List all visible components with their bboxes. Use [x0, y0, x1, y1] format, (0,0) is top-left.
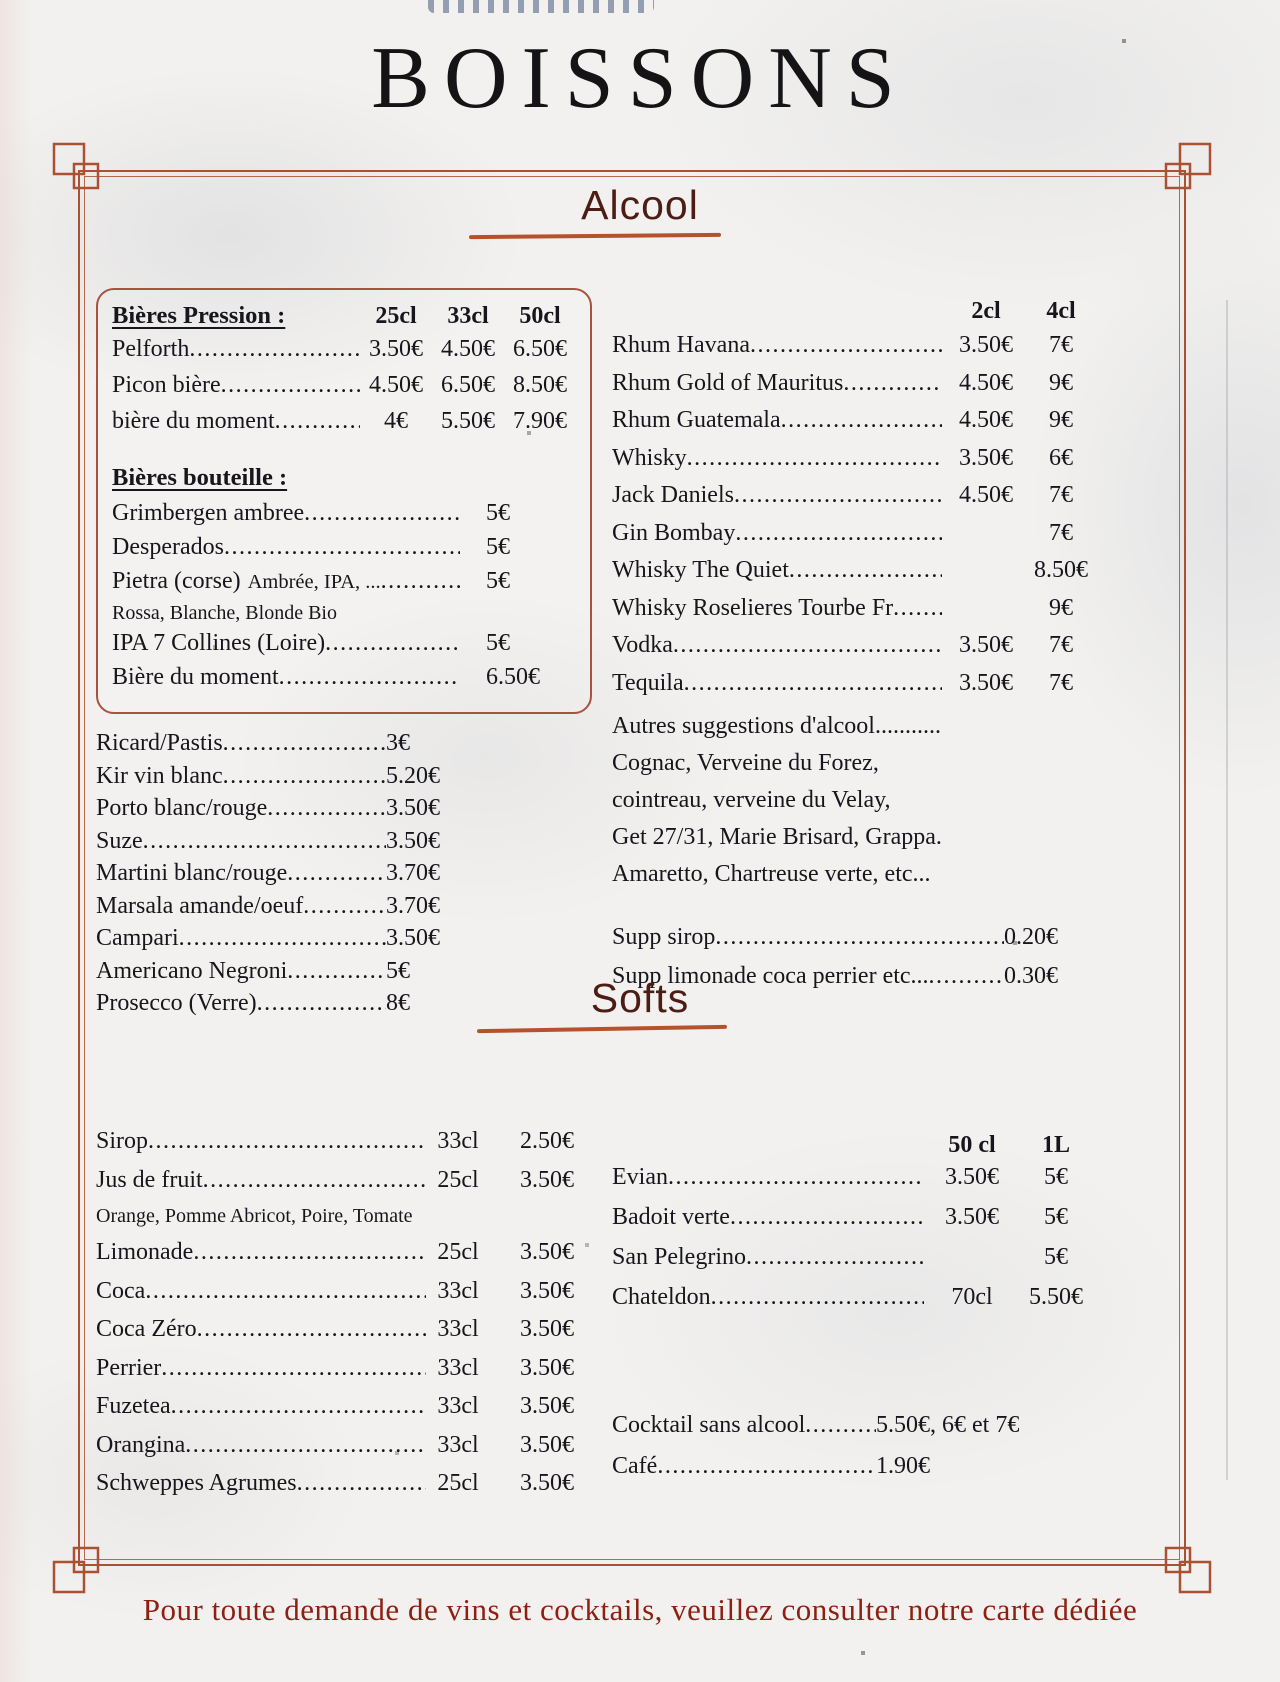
- item-size: 33cl: [437, 1128, 479, 1154]
- greek-key-corner-icon: [1148, 1530, 1218, 1600]
- section-heading-alcool: [0, 182, 1280, 238]
- dotted-leader: [730, 1204, 924, 1231]
- dotted-leader: [297, 1470, 426, 1497]
- waters-list: [612, 1164, 1092, 1324]
- dotted-leader: [657, 1453, 876, 1480]
- dotted-leader: [735, 520, 942, 547]
- menu-item-row: [96, 763, 468, 796]
- dotted-leader: [161, 1355, 426, 1382]
- menu-item-row: [612, 595, 1092, 633]
- item-name: Pelforth: [112, 336, 190, 362]
- item-price: 3.50€: [520, 1316, 574, 1342]
- item-name: Orangina: [96, 1431, 186, 1458]
- item-price: 3€: [386, 730, 410, 756]
- item-size: 33cl: [437, 1431, 479, 1458]
- dotted-leader: [148, 1128, 426, 1155]
- dotted-leader: [279, 664, 460, 691]
- dotted-leader: [287, 860, 386, 887]
- item-name: Perrier: [96, 1354, 162, 1381]
- item-price: 9€: [1049, 407, 1073, 433]
- binding-comb: [428, 0, 654, 13]
- item-price: 6.50€: [486, 664, 540, 690]
- item-price: 3.50€: [369, 336, 423, 362]
- item-price: 4.50€: [959, 482, 1013, 508]
- item-name: Rhum Havana: [612, 332, 750, 358]
- dotted-leader: [203, 1167, 426, 1194]
- item-name: Whisky: [612, 444, 687, 471]
- dotted-leader: [381, 568, 460, 595]
- item-price: 7€: [1049, 482, 1073, 508]
- dotted-leader: [843, 370, 942, 397]
- item-price: 3.50€: [520, 1354, 574, 1381]
- item-price: 5.50€: [441, 408, 495, 434]
- item-name: Fuzetea: [96, 1393, 171, 1419]
- item-note: Orange, Pomme Abricot, Poire, Tomate: [96, 1205, 413, 1227]
- softs-left-column: [96, 1128, 574, 1509]
- menu-item-row: [112, 630, 576, 664]
- item-price: 3.50€: [520, 1166, 574, 1193]
- item-price: 7€: [1049, 519, 1073, 546]
- dotted-leader: [145, 1278, 426, 1305]
- item-name: Whisky The Quiet: [612, 557, 789, 583]
- menu-item-row: [96, 1470, 574, 1509]
- section-heading-label: Alcool: [581, 182, 699, 228]
- item-name: Grimbergen ambree: [112, 500, 305, 526]
- page-title: BOISSONS: [371, 30, 909, 127]
- dotted-leader: [303, 893, 386, 920]
- menu-item-row: [112, 500, 576, 534]
- suggestion-line: cointreau, verveine du Velay,: [612, 787, 891, 813]
- menu-item-row: [96, 1128, 574, 1167]
- menu-item-row: [96, 893, 468, 926]
- item-name: Badoit verte: [612, 1204, 730, 1230]
- item-price: 6€: [1049, 444, 1073, 471]
- dotted-leader: [304, 500, 460, 527]
- size-column-header: 25cl: [375, 303, 417, 329]
- menu-item-row: [612, 445, 1092, 483]
- item-price: 5€: [486, 500, 510, 526]
- scan-speckles: [0, 0, 2, 2]
- item-name: Gin Bombay: [612, 519, 736, 546]
- menu-item-row: [96, 1393, 574, 1432]
- item-name: Jus de fruit: [96, 1166, 203, 1193]
- dotted-leader: [684, 670, 942, 697]
- item-price: 4.50€: [959, 369, 1013, 396]
- item-name: Picon bière: [112, 372, 221, 398]
- item-name: Cocktail sans alcool: [612, 1412, 806, 1438]
- extras-list: [612, 1412, 1092, 1494]
- item-name: bière du moment: [112, 408, 275, 434]
- item-name: Limonade: [96, 1239, 194, 1265]
- item-size: 33cl: [437, 1393, 479, 1419]
- item-price: 5.20€: [386, 762, 440, 789]
- item-price: 7€: [1049, 632, 1073, 658]
- item-name: Vodka: [612, 632, 673, 658]
- dotted-leader: [805, 1412, 876, 1439]
- item-price: 3.50€: [520, 1470, 574, 1496]
- item-price: 3.50€: [959, 669, 1013, 696]
- dotted-leader: [711, 1284, 924, 1311]
- spirits-size-header: [612, 298, 1092, 332]
- item-subname: Ambrée, IPA, ...: [247, 571, 381, 593]
- dotted-leader: [197, 1316, 426, 1343]
- menu-item-row: [612, 924, 1092, 963]
- alcool-left-column: [96, 288, 592, 1023]
- item-price: 3.50€: [520, 1431, 574, 1458]
- item-price: 3.50€: [945, 1204, 999, 1230]
- item-price: 5.50€: [1029, 1284, 1083, 1310]
- menu-item-row: [612, 1453, 1092, 1494]
- item-name: Kir vin blanc: [96, 762, 223, 789]
- item-price: 4.50€: [369, 372, 423, 398]
- dotted-leader: [193, 1239, 426, 1266]
- beers-bouteille-list: [112, 630, 576, 698]
- beers-bouteille-list: [112, 500, 576, 602]
- menu-item-row: [612, 1284, 1092, 1324]
- item-name: Tequila: [612, 669, 684, 696]
- dotted-leader: [179, 925, 386, 952]
- dotted-leader: [668, 1164, 924, 1191]
- menu-item-row: [112, 534, 576, 568]
- section-heading-softs: [0, 975, 1280, 1031]
- item-price: 3.50€: [520, 1239, 574, 1265]
- menu-item-row: [96, 1355, 574, 1394]
- menu-item-row: [96, 828, 468, 861]
- suggestion-line: Cognac, Verveine du Forez,: [612, 750, 879, 776]
- dotted-leader: [221, 372, 360, 399]
- dotted-leader: [171, 1393, 426, 1420]
- dotted-leader: [189, 336, 360, 363]
- beers-pression-header: [112, 302, 576, 336]
- item-price: 8.50€: [1034, 557, 1088, 583]
- menu-item-row: [112, 568, 576, 602]
- menu-item-row: [612, 482, 1092, 520]
- dotted-leader: [223, 730, 386, 757]
- suggestion-line: Get 27/31, Marie Brisard, Grappa.: [612, 824, 942, 850]
- softs-list: [96, 1239, 574, 1509]
- item-price: 3.50€: [959, 444, 1013, 471]
- size-column-header: 50 cl: [948, 1132, 996, 1158]
- item-price: 5€: [486, 630, 510, 656]
- size-column-header: 33cl: [447, 303, 489, 329]
- item-price: 6.50€: [441, 372, 495, 398]
- item-price: 3.50€: [386, 827, 440, 854]
- item-name: Prosecco (Verre): [96, 990, 257, 1016]
- item-name: Coca Zéro: [96, 1316, 197, 1342]
- suggestion-line: Amaretto, Chartreuse verte, etc...: [612, 861, 931, 887]
- item-price: 7€: [1049, 669, 1073, 696]
- item-price: 1.90€: [876, 1453, 930, 1479]
- dotted-leader: [893, 595, 942, 622]
- item-size: 33cl: [437, 1316, 479, 1342]
- dotted-leader: [224, 534, 460, 561]
- item-name: Desperados: [112, 534, 224, 560]
- dotted-leader: [673, 632, 942, 659]
- item-name: Pietra (corse): [112, 568, 241, 594]
- section-heading-label: Softs: [590, 975, 690, 1021]
- waters-size-header: [612, 1132, 1092, 1164]
- dotted-leader: [734, 482, 942, 509]
- item-size: 25cl: [437, 1470, 479, 1496]
- item-price: 4€: [384, 408, 408, 434]
- item-price: 2.50€: [520, 1128, 574, 1154]
- menu-item-row: [96, 730, 468, 763]
- menu-item-row: [612, 407, 1092, 445]
- menu-item-row: [112, 664, 576, 698]
- dotted-leader: [789, 557, 942, 584]
- item-price: 4.50€: [441, 336, 495, 362]
- beers-pression-list: [112, 336, 576, 444]
- item-price: 4.50€: [959, 407, 1013, 433]
- softs-right-column: [612, 1132, 1092, 1494]
- item-name: Sirop: [96, 1128, 149, 1154]
- item-name: Whisky Roselieres Tourbe Fr: [612, 594, 894, 621]
- item-name: Porto blanc/rouge: [96, 795, 268, 821]
- item-price: 3.70€: [386, 860, 440, 886]
- item-size: 25cl: [437, 1166, 479, 1193]
- dotted-leader: [185, 1432, 426, 1459]
- dotted-leader: [715, 924, 1004, 951]
- item-price: 8€: [386, 990, 410, 1016]
- item-price: 5€: [486, 568, 510, 594]
- item-price: 9€: [1049, 594, 1073, 621]
- item-price: 3.50€: [386, 925, 440, 951]
- dotted-leader: [325, 630, 460, 657]
- item-name: Campari: [96, 925, 179, 951]
- item-price: 0.30€: [1004, 963, 1058, 989]
- beers-box: [96, 288, 592, 714]
- item-name: Bière du moment: [112, 664, 279, 690]
- suggestions-block: [612, 713, 1092, 898]
- menu-item-row: [96, 1167, 574, 1206]
- item-price: 5€: [486, 534, 510, 560]
- softs-list: [96, 1128, 574, 1205]
- item-price: 3.50€: [386, 795, 440, 821]
- dotted-leader: [143, 828, 386, 855]
- item-name: Supp sirop: [612, 924, 716, 950]
- item-name: IPA 7 Collines (Loire): [112, 630, 326, 656]
- menu-item-row: [612, 332, 1092, 370]
- item-size: 25cl: [437, 1239, 479, 1265]
- item-price: 3.50€: [520, 1393, 574, 1419]
- dotted-leader: [687, 445, 942, 472]
- item-price: 3.70€: [386, 892, 440, 919]
- spirits-list: [612, 332, 1092, 707]
- item-name: Martini blanc/rouge: [96, 860, 288, 886]
- dotted-leader: [267, 795, 386, 822]
- item-size: 33cl: [437, 1277, 479, 1304]
- item-price: 0.20€: [1004, 924, 1058, 950]
- menu-item-row: [612, 1244, 1092, 1284]
- menu-item-row: [612, 520, 1092, 558]
- item-price: 8.50€: [513, 372, 567, 398]
- item-name: San Pelegrino: [612, 1244, 746, 1270]
- item-price: 5€: [1044, 1244, 1068, 1270]
- item-price: 5€: [386, 957, 410, 984]
- item-name: Rhum Gold of Mauritus: [612, 369, 844, 396]
- menu-item-row: [612, 1204, 1092, 1244]
- menu-item-row: [612, 370, 1092, 408]
- item-name: Jack Daniels: [612, 482, 734, 508]
- beers-pression-title: Bières Pression :: [112, 302, 286, 329]
- sleeve-edge: [1226, 300, 1228, 1480]
- menu-item-row: [112, 372, 576, 408]
- item-name: Schweppes Agrumes: [96, 1470, 297, 1496]
- menu-item-row: [612, 670, 1092, 708]
- footer-note: Pour toute demande de vins et cocktails, veuillez consulter notre carte dédiée: [142, 1592, 1138, 1627]
- beers-bouteille-header: [112, 464, 576, 500]
- item-price: 5€: [1044, 1204, 1068, 1230]
- menu-item-row: [112, 408, 576, 444]
- size-column-header: 50cl: [519, 303, 561, 329]
- menu-item-row: [96, 1432, 574, 1471]
- item-name: Suze: [96, 827, 143, 854]
- beers-bouteille-title: Bières bouteille :: [112, 464, 288, 491]
- item-name: Marsala amande/oeuf: [96, 892, 304, 919]
- item-name: Coca: [96, 1277, 146, 1304]
- suggestion-line: Autres suggestions d'alcool...........: [612, 713, 941, 739]
- menu-item-row: [96, 1278, 574, 1317]
- dotted-leader: [746, 1244, 924, 1271]
- menu-item-row: [612, 1412, 1092, 1453]
- size-column-header: 1L: [1041, 1132, 1070, 1158]
- menu-item-row: [612, 632, 1092, 670]
- menu-item-row: [612, 1164, 1092, 1204]
- item-price: 9€: [1049, 369, 1073, 396]
- item-name: Ricard/Pastis: [96, 730, 223, 756]
- greek-key-corner-icon: [46, 1530, 116, 1600]
- item-price: 7€: [1049, 332, 1073, 358]
- item-name: Americano Negroni: [96, 957, 288, 984]
- item-price: 3.50€: [520, 1277, 574, 1304]
- item-price: 5.50€, 6€ et 7€: [876, 1412, 1020, 1438]
- item-name: Café: [612, 1453, 658, 1479]
- item-price: 5€: [1044, 1164, 1068, 1190]
- menu-item-row: [96, 1239, 574, 1278]
- alcool-right-column: [612, 298, 1092, 1002]
- item-price: 3.50€: [945, 1164, 999, 1190]
- menu-item-row: [112, 336, 576, 372]
- dotted-leader: [781, 407, 942, 434]
- size-column-header: 4cl: [1046, 298, 1076, 324]
- dotted-leader: [750, 332, 942, 359]
- menu-item-row: [96, 860, 468, 893]
- item-size: 33cl: [437, 1354, 479, 1381]
- menu-item-row: [96, 925, 468, 958]
- item-price: 3.50€: [959, 332, 1013, 358]
- dotted-leader: [275, 408, 360, 435]
- item-price: 70cl: [951, 1284, 993, 1310]
- menu-item-row: [96, 795, 468, 828]
- item-name: Supp limonade coca perrier etc...: [612, 963, 929, 989]
- item-note: Rossa, Blanche, Blonde Bio: [112, 602, 337, 624]
- item-name: Chateldon: [612, 1284, 711, 1310]
- item-name: Rhum Guatemala: [612, 407, 781, 433]
- item-price: 6.50€: [513, 336, 567, 362]
- item-price: 3.50€: [959, 632, 1013, 658]
- item-price: 7.90€: [513, 408, 567, 434]
- size-column-header: 2cl: [971, 298, 1001, 324]
- item-name: Evian: [612, 1164, 668, 1190]
- dotted-leader: [223, 763, 386, 790]
- menu-item-row: [612, 557, 1092, 595]
- menu-item-row: [96, 1316, 574, 1355]
